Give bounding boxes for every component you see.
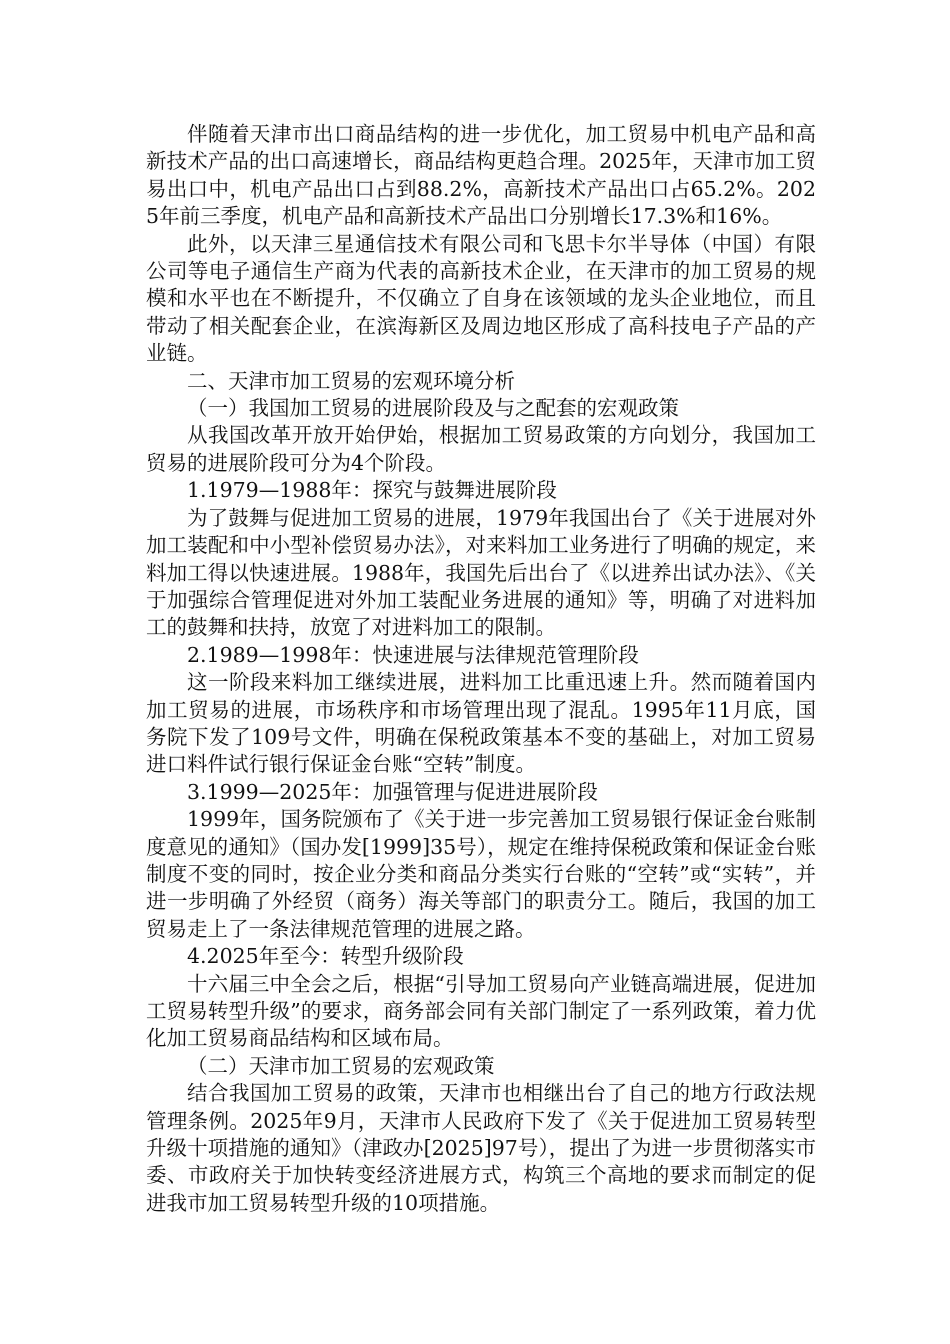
section-heading-macro-environment: 二、天津市加工贸易的宏观环境分析 — [187, 368, 515, 393]
subsection-heading-tianjin-policy: （二）天津市加工贸易的宏观政策 — [187, 1053, 495, 1078]
paragraph-four-stages-intro: 从我国改革开放开始伊始，根据加工贸易政策的方向划分，我国加工贸易的进展阶段可分为4个阶段。 — [146, 423, 816, 475]
document-body — [146, 121, 816, 1217]
stage-heading-3: 3.1999—2025年：加强管理与促进进展阶段 — [187, 779, 598, 804]
paragraph-export-structure: 伴随着天津市出口商品结构的进一步优化，加工贸易中机电产品和高新技术产品的出口高速增长，商品结构更趋合理。2025年，天津市加工贸易出口中，机电产品出口占到88.2%，高新技术产品出口占65.2%。2025年前三季度，机电产品和高新技术产品出口分别增长17.3%和16%。 — [146, 122, 816, 229]
paragraph-stage-1: 为了鼓舞与促进加工贸易的进展，1979年我国出台了《关于进展对外加工装配和中小型补偿贸易办法》，对来料加工业务进行了明确的规定，来料加工得以快速进展。1988年，我国先后出台了《以进养出试办法》、《关于加强综合管理促进对外加工装配业务进展的通知》等，明确了对进料加工的鼓舞和扶持，放宽了对进料加工的限制。 — [146, 505, 816, 640]
stage-heading-2: 2.1989—1998年：快速进展与法律规范管理阶段 — [187, 642, 639, 667]
paragraph-stage-3: 1999年，国务院颁布了《关于进一步完善加工贸易银行保证金台账制度意见的通知》（国办发[1999]35号），规定在维持保税政策和保证金台账制度不变的同时，按企业分类和商品分类实行台账的“空转”或“实转”，并进一步明确了外经贸（商务）海关等部门的职责分工。随后，我国的加工贸易走上了一条法律规范管理的进展之路。 — [146, 807, 816, 941]
paragraph-stage-4: 十六届三中全会之后，根据“引导加工贸易向产业链高端进展，促进加工贸易转型升级”的要求，商务部会同有关部门制定了一系列政策，着力优化加工贸易商品结构和区域布局。 — [146, 971, 816, 1051]
paragraph-stage-2: 这一阶段来料加工继续进展，进料加工比重迅速上升。然而随着国内加工贸易的进展，市场秩序和市场管理出现了混乱。1995年11月底，国务院下发了109号文件，明确在保税政策基本不变的基础上，对加工贸易进口料件试行银行保证金台账“空转”制度。 — [146, 670, 816, 777]
stage-heading-4: 4.2025年至今：转型升级阶段 — [187, 944, 464, 969]
subsection-heading-national-stages: （一）我国加工贸易的进展阶段及与之配套的宏观政策 — [187, 396, 679, 421]
stage-heading-1: 1.1979—1988年：探究与鼓舞进展阶段 — [187, 478, 557, 503]
paragraph-high-tech-enterprises: 此外，以天津三星通信技术有限公司和飞思卡尔半导体（中国）有限公司等电子通信生产商为代表的高新技术企业，在天津市的加工贸易的规模和水平也在不断提升，不仅确立了自身在该领域的龙头企业地位，而且带动了相关配套企业，在滨海新区及周边地区形成了高科技电子产品的产业链。 — [146, 231, 816, 366]
paragraph-tianjin-policy: 结合我国加工贸易的政策，天津市也相继出台了自己的地方行政法规管理条例。2025年9月，天津市人民政府下发了《关于促进加工贸易转型升级十项措施的通知》（津政办[2025]97号），提出了为进一步贯彻落实市委、市政府关于加快转变经济进展方式，构筑三个高地的要求而制定的促进我市加工贸易转型升级的10项措施。 — [146, 1081, 816, 1215]
